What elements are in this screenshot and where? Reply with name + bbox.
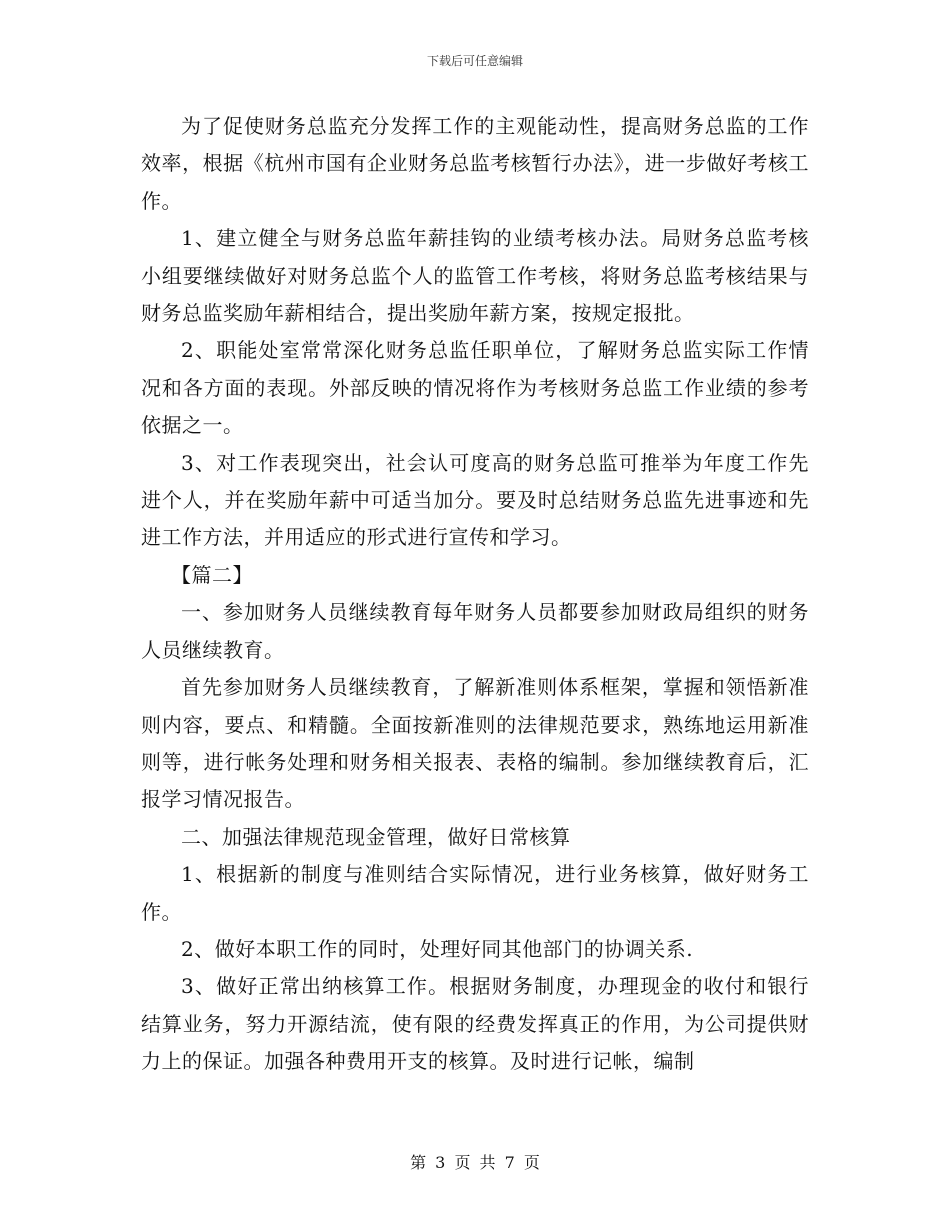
paragraph-section-two-item-1: 1、根据新的制度与准则结合实际情况，进行业务核算，做好财务工作。 (141, 862, 809, 924)
paragraph-item-3: 3、对工作表现突出，社会认可度高的财务总监可推举为年度工作先进个人，并在奖励年薪中可适当加分。要及时总结财务总监先进事迹和先进工作方法，并用适应的形式进行宣传和学习。 (141, 450, 809, 550)
paragraph-section-two-item-2: 2、做好本职工作的同时，处理好同其他部门的协调关系. (181, 936, 694, 961)
paragraph-item-2: 2、职能处室常常深化财务总监任职单位，了解财务总监实际工作情况和各方面的表现。外部反映的情况将作为考核财务总监工作业绩的参考依据之一。 (141, 338, 809, 438)
paragraph-intro: 为了促使财务总监充分发挥工作的主观能动性，提高财务总监的工作效率，根据《杭州市国有企业财务总监考核暂行办法》，进一步做好考核工作。 (141, 114, 809, 213)
section-heading-part-two: 【篇二】 (171, 562, 253, 587)
paragraph-section-two-item-3: 3、做好正常出纳核算工作。根据财务制度，办理现金的收付和银行结算业务，努力开源结流，使有限的经费发挥真正的作用，为公司提供财力上的保证。加强各种费用开支的核算。及时进行记帐，编制 (141, 974, 809, 1074)
paragraph-section-one: 一、参加财务人员继续教育每年财务人员都要参加财政局组织的财务人员继续教育。 (141, 600, 809, 662)
page-header-note: 下载后可任意编辑 (426, 54, 523, 68)
page-number-footer: 第 3 页 共 7 页 (410, 1153, 540, 1172)
paragraph-section-two: 二、加强法律规范现金管理，做好日常核算 (181, 824, 571, 849)
paragraph-item-1: 1、建立健全与财务总监年薪挂钩的业绩考核办法。局财务总监考核小组要继续做好对财务总监个人的监管工作考核，将财务总监考核结果与财务总监奖励年薪相结合，提出奖励年薪方案，按规定报批。 (141, 226, 809, 326)
document-body (141, 108, 809, 1081)
paragraph-continuing-education: 首先参加财务人员继续教育，了解新准则体系框架，掌握和领悟新准则内容，要点、和精髓。全面按新准则的法律规范要求，熟练地运用新准则等，进行帐务处理和财务相关报表、表格的编制。参加继续教育后，汇报学习情况报告。 (141, 675, 809, 812)
